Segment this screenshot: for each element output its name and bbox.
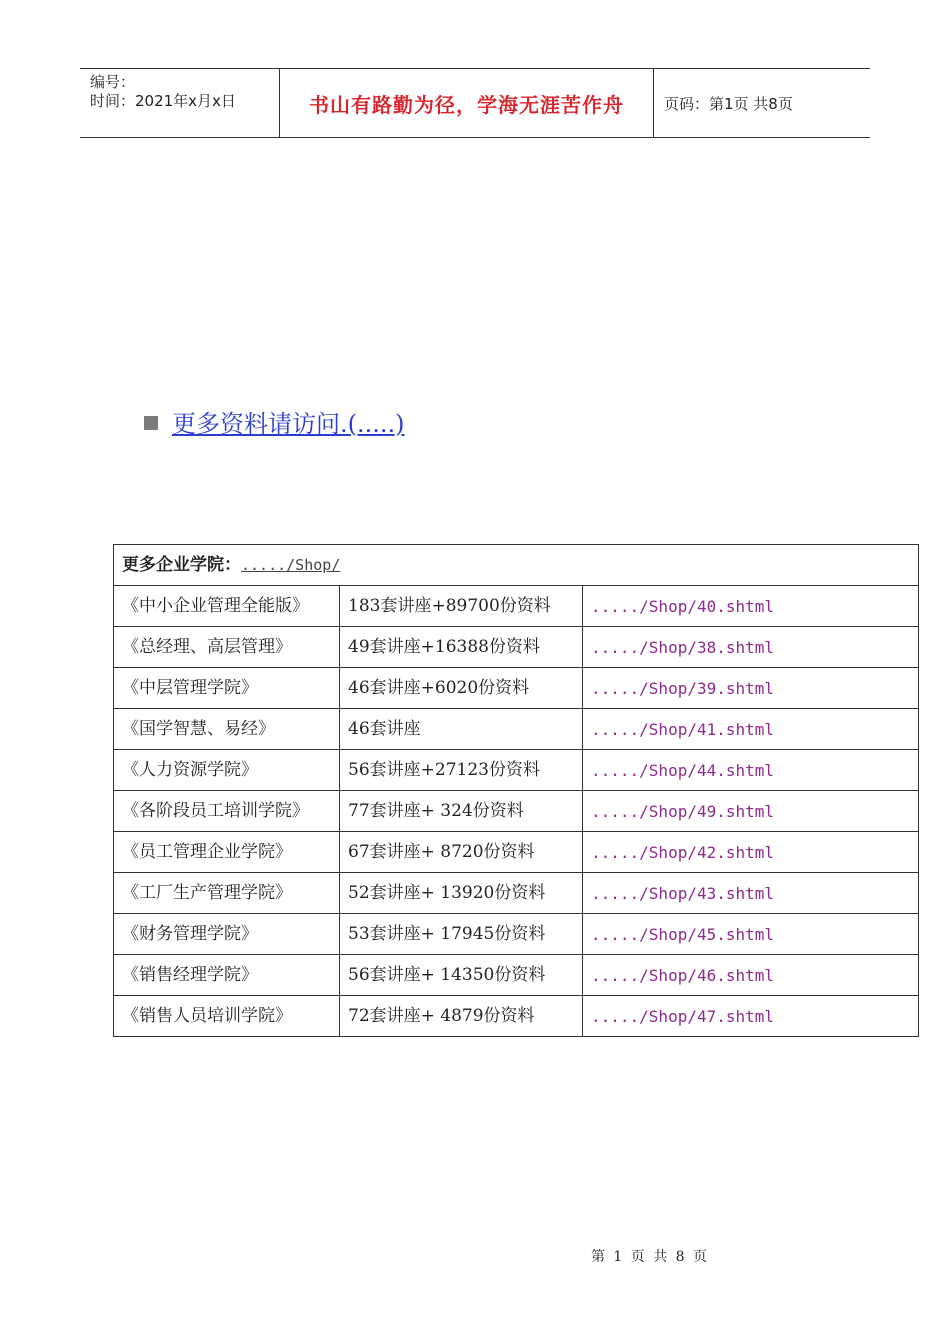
course-url-link[interactable]: ...../Shop/44.shtml	[583, 750, 919, 791]
table-row	[114, 832, 919, 873]
course-info-cell: 46套讲座	[340, 709, 583, 750]
bullet-square-icon	[144, 416, 158, 430]
table-row	[114, 914, 919, 955]
course-url-link[interactable]: ...../Shop/42.shtml	[583, 832, 919, 873]
course-url-link[interactable]: ...../Shop/47.shtml	[583, 996, 919, 1037]
table-row	[114, 668, 919, 709]
course-info-cell: 53套讲座+ 17945份资料	[340, 914, 583, 955]
visit-more-link[interactable]: 更多资料请访问.(.....)	[172, 410, 405, 438]
course-name-cell: 《各阶段员工培训学院》	[114, 791, 340, 832]
table-title-row	[114, 545, 919, 586]
course-name-cell: 《销售经理学院》	[114, 955, 340, 996]
header-page-info: 页码：第1页 共8页	[664, 94, 793, 113]
course-info-cell: 52套讲座+ 13920份资料	[340, 873, 583, 914]
course-name-cell: 《中小企业管理全能版》	[114, 586, 340, 627]
course-name-cell: 《工厂生产管理学院》	[114, 873, 340, 914]
page-footer: 第 1 页 共 8 页	[590, 1249, 710, 1265]
course-info-cell: 46套讲座+6020份资料	[340, 668, 583, 709]
course-name-cell: 《国学智慧、易经》	[114, 709, 340, 750]
course-url-link[interactable]: ...../Shop/39.shtml	[583, 668, 919, 709]
course-info-cell: 49套讲座+16388份资料	[340, 627, 583, 668]
document-number: 编号：	[90, 73, 136, 91]
table-row	[114, 996, 919, 1037]
course-name-cell: 《财务管理学院》	[114, 914, 340, 955]
course-url-link[interactable]: ...../Shop/45.shtml	[583, 914, 919, 955]
course-info-cell: 56套讲座+ 14350份资料	[340, 955, 583, 996]
visit-link-row	[144, 404, 405, 439]
course-info-cell: 56套讲座+27123份资料	[340, 750, 583, 791]
course-info-cell: 183套讲座+89700份资料	[340, 586, 583, 627]
course-name-cell: 《总经理、高层管理》	[114, 627, 340, 668]
course-url-link[interactable]: ...../Shop/46.shtml	[583, 955, 919, 996]
table-row	[114, 955, 919, 996]
academy-table	[113, 544, 919, 1037]
table-row	[114, 627, 919, 668]
course-url-link[interactable]: ...../Shop/49.shtml	[583, 791, 919, 832]
course-url-link[interactable]: ...../Shop/43.shtml	[583, 873, 919, 914]
shop-link[interactable]: ...../Shop/	[241, 556, 341, 574]
page-header	[80, 68, 870, 138]
course-name-cell: 《中层管理学院》	[114, 668, 340, 709]
document-time: 时间：2021年x月x日	[90, 92, 236, 110]
course-info-cell: 72套讲座+ 4879份资料	[340, 996, 583, 1037]
table-row	[114, 586, 919, 627]
course-name-cell: 《员工管理企业学院》	[114, 832, 340, 873]
table-row	[114, 709, 919, 750]
table-row	[114, 791, 919, 832]
table-row	[114, 873, 919, 914]
table-title-label: 更多企业学院：	[122, 555, 241, 575]
course-info-cell: 67套讲座+ 8720份资料	[340, 832, 583, 873]
course-url-link[interactable]: ...../Shop/38.shtml	[583, 627, 919, 668]
course-url-link[interactable]: ...../Shop/40.shtml	[583, 586, 919, 627]
table-title-cell	[114, 545, 919, 586]
table-row	[114, 750, 919, 791]
header-motto: 书山有路勤为径，学海无涯苦作舟	[280, 69, 654, 137]
course-info-cell: 77套讲座+ 324份资料	[340, 791, 583, 832]
course-url-link[interactable]: ...../Shop/41.shtml	[583, 709, 919, 750]
header-meta	[80, 69, 280, 137]
course-name-cell: 《销售人员培训学院》	[114, 996, 340, 1037]
course-name-cell: 《人力资源学院》	[114, 750, 340, 791]
